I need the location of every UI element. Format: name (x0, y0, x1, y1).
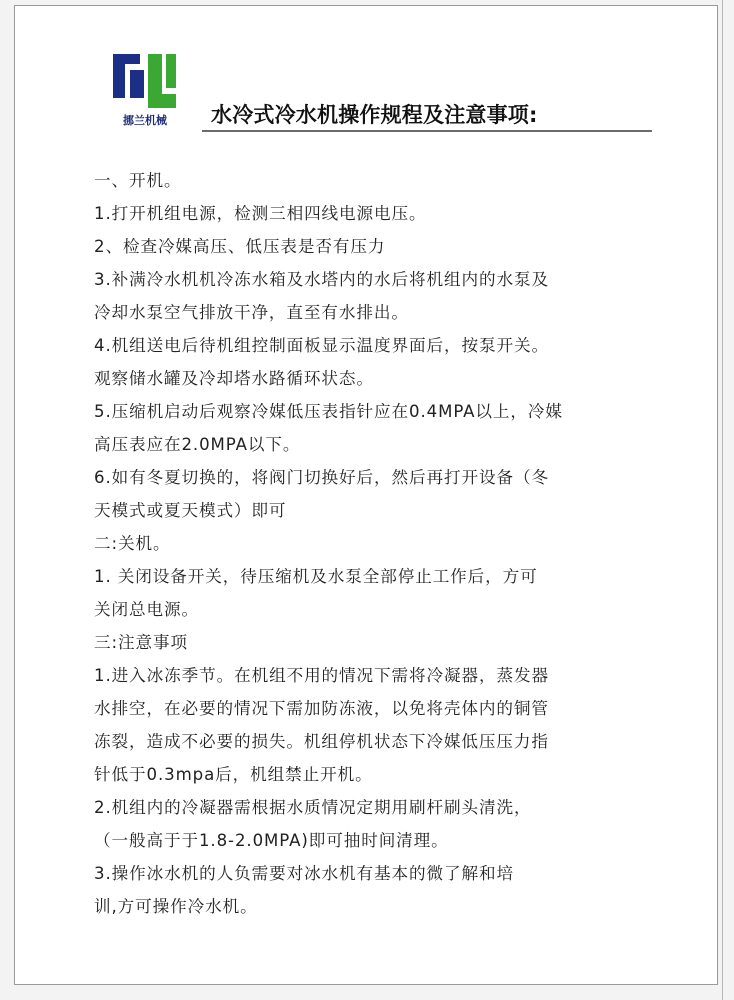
text-line: 观察储水罐及冷却塔水路循环状态。 (94, 369, 374, 388)
text-line: 冷却水泵空气排放干净，直至有水排出。 (94, 303, 409, 322)
text-line: 4.机组送电后待机组控制面板显示温度界面后，按泵开关。 (94, 336, 549, 355)
text-line: 训,方可操作冷水机。 (94, 897, 258, 916)
text-line: 针低于0.3mpa后，机组禁止开机。 (94, 765, 373, 784)
text-line: 水排空，在必要的情况下需加防冻液，以免将壳体内的铜管 (94, 699, 549, 718)
text-line: 天模式或夏天模式）即可 (94, 501, 287, 520)
text-line: 高压表应在2.0MPA以下。 (94, 435, 301, 454)
text-line: 3.操作冰水机的人负需要对冰水机有基本的微了解和培 (94, 864, 514, 883)
instructions-body (94, 164, 694, 923)
text-line: 冻裂，造成不必要的损失。机组停机状态下冷媒低压压力指 (94, 732, 549, 751)
page-edge-divider (722, 0, 723, 1000)
company-logo-icon (110, 50, 180, 112)
title-underline (202, 130, 652, 132)
text-line: 1.打开机组电源，检测三相四线电源电压。 (94, 204, 427, 223)
text-line: （一般高于于1.8-2.0MPA)即可抽时间清理。 (94, 831, 449, 850)
company-logo (110, 50, 180, 130)
text-line: 2、检查冷媒高压、低压表是否有压力 (94, 237, 386, 256)
instruction-sheet (14, 5, 718, 985)
sheet-header (110, 50, 670, 130)
text-line: 3.补满冷水机机冷冻水箱及水塔内的水后将机组内的水泵及 (94, 270, 549, 289)
text-line: 关闭总电源。 (94, 600, 199, 619)
section-heading-shutdown: 二:关机。 (94, 534, 171, 553)
text-line: 1. 关闭设备开关，待压缩机及水泵全部停止工作后，方可 (94, 567, 538, 586)
section-heading-startup: 一、开机。 (94, 171, 182, 190)
logo-text: 挪兰机械 (123, 114, 167, 127)
page-title: 水冷式冷水机操作规程及注意事项: (211, 103, 538, 127)
text-line: 5.压缩机启动后观察冷媒低压表指针应在0.4MPA以上，冷媒 (94, 402, 563, 421)
text-line: 6.如有冬夏切换的，将阀门切换好后，然后再打开设备（冬 (94, 468, 549, 487)
text-line: 2.机组内的冷凝器需根据水质情况定期用刷杆刷头清洗， (94, 798, 532, 817)
section-heading-notes: 三:注意事项 (94, 633, 188, 652)
text-line: 1.进入冰冻季节。在机组不用的情况下需将冷凝器，蒸发器 (94, 666, 549, 685)
